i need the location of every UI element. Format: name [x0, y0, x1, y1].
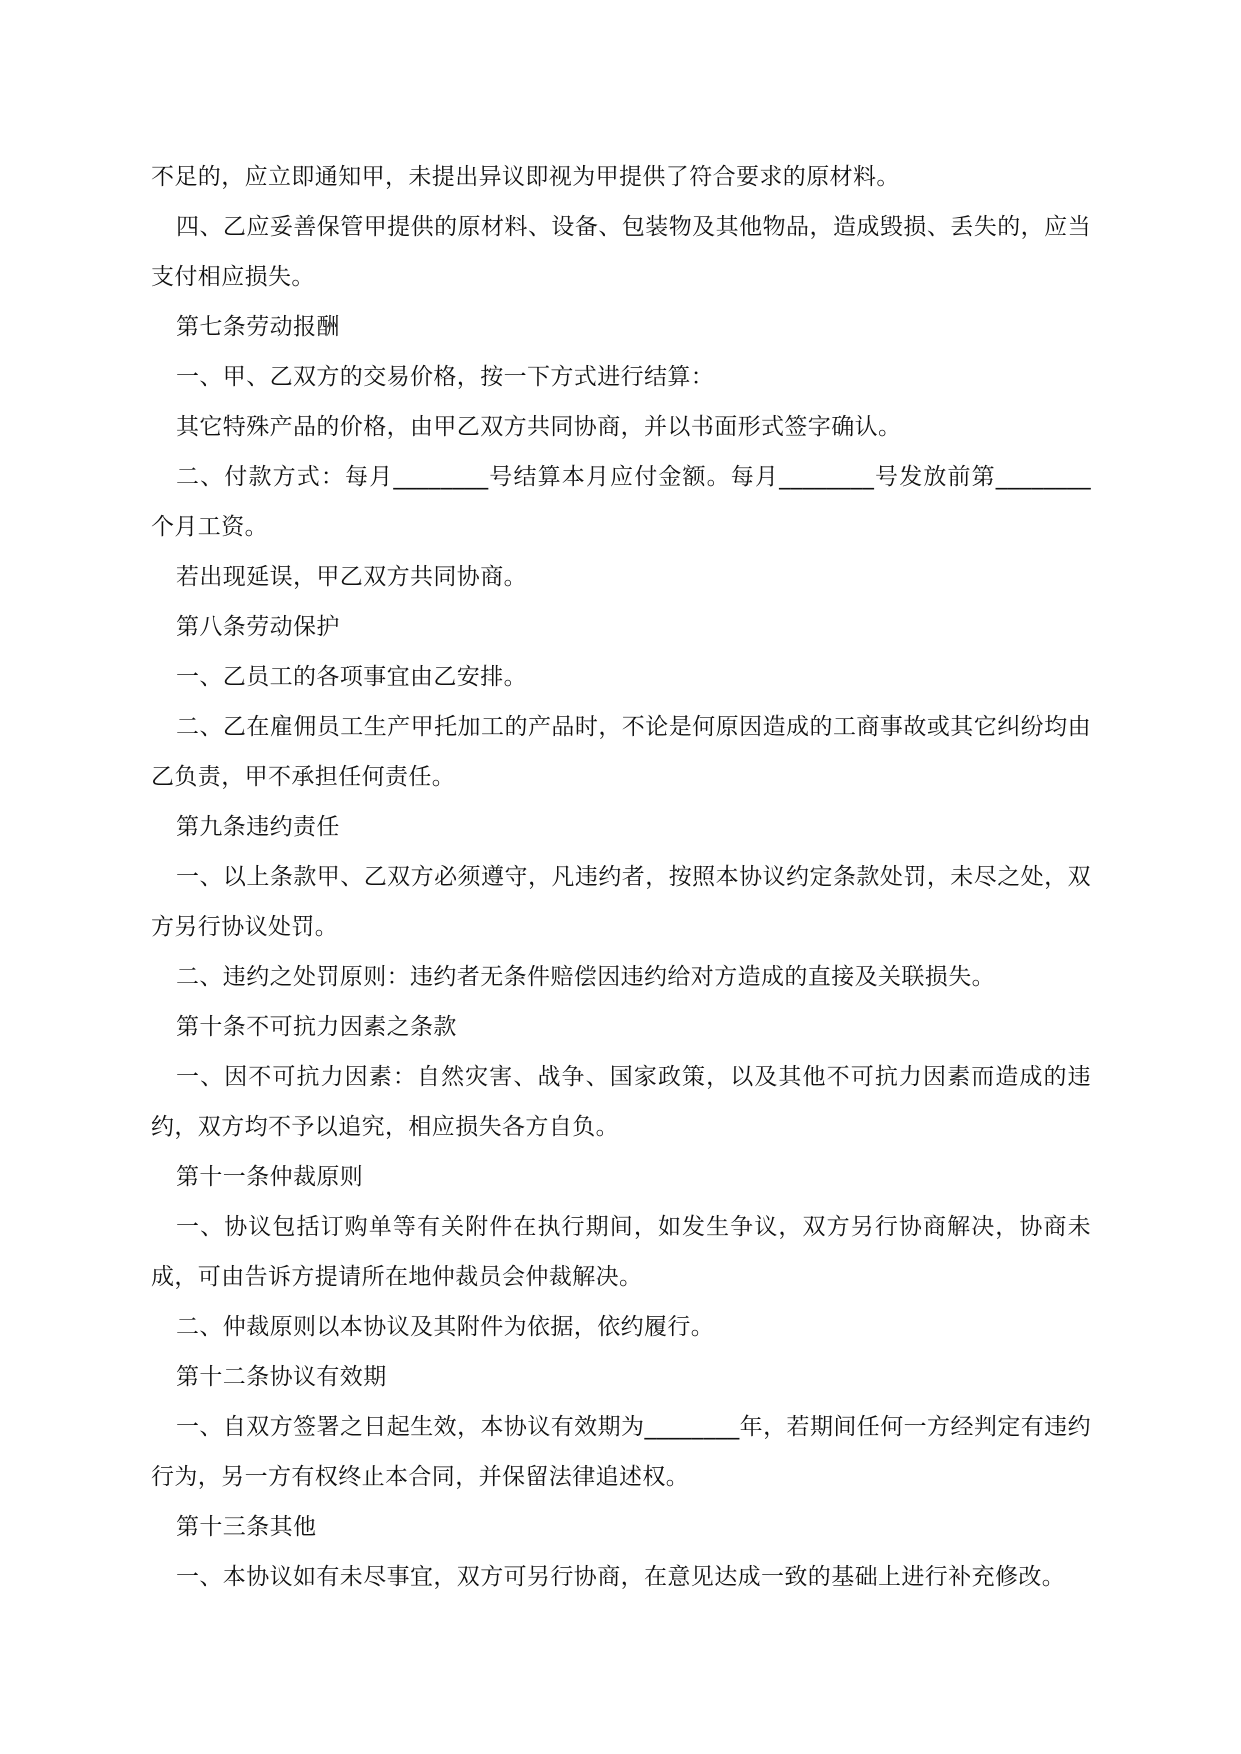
section-heading: 第十二条协议有效期 — [176, 1364, 387, 1390]
paragraph: 二、仲裁原则以本协议及其附件为依据，依约履行。 — [176, 1314, 715, 1340]
paragraph: 不足的，应立即通知甲，未提出异议即视为甲提供了符合要求的原材料。 — [151, 164, 900, 190]
paragraph: 一、本协议如有未尽事宜，双方可另行协商，在意见达成一致的基础上进行补充修改。 — [176, 1564, 1066, 1590]
section-heading: 第十三条其他 — [176, 1514, 317, 1540]
paragraph: 一、乙员工的各项事宜由乙安排。 — [176, 664, 527, 690]
paragraph: 一、协议包括订购单等有关附件在执行期间，如发生争议，双方另行协商解决，协商未成，可由告诉方提请所在地仲裁员会仲裁解决。 — [151, 1214, 1091, 1290]
document-body — [151, 152, 1091, 1602]
paragraph: 若出现延误，甲乙双方共同协商。 — [176, 564, 527, 590]
paragraph: 一、自双方签署之日起生效，本协议有效期为________年，若期间任何一方经判定有违约行为，另一方有权终止本合同，并保留法律追述权。 — [151, 1414, 1091, 1490]
paragraph: 其它特殊产品的价格，由甲乙双方共同协商，并以书面形式签字确认。 — [176, 414, 902, 440]
section-heading: 第八条劳动保护 — [176, 614, 340, 640]
section-heading: 第九条违约责任 — [176, 814, 340, 840]
paragraph: 二、违约之处罚原则：违约者无条件赔偿因违约给对方造成的直接及关联损失。 — [176, 964, 995, 990]
section-heading: 第十一条仲裁原则 — [176, 1164, 364, 1190]
section-heading: 第七条劳动报酬 — [176, 314, 340, 340]
paragraph: 四、乙应妥善保管甲提供的原材料、设备、包装物及其他物品，造成毁损、丢失的，应当支付相应损失。 — [151, 214, 1091, 290]
paragraph: 一、甲、乙双方的交易价格，按一下方式进行结算： — [176, 364, 715, 390]
paragraph: 一、因不可抗力因素：自然灾害、战争、国家政策，以及其他不可抗力因素而造成的违约，双方均不予以追究，相应损失各方自负。 — [151, 1064, 1091, 1140]
paragraph: 一、以上条款甲、乙双方必须遵守，凡违约者，按照本协议约定条款处罚，未尽之处，双方另行协议处罚。 — [151, 864, 1091, 940]
paragraph: 二、付款方式：每月________号结算本月应付金额。每月________号发放前第________个月工资。 — [151, 464, 1091, 540]
section-heading: 第十条不可抗力因素之条款 — [176, 1014, 457, 1040]
paragraph: 二、乙在雇佣员工生产甲托加工的产品时，不论是何原因造成的工商事故或其它纠纷均由乙负责，甲不承担任何责任。 — [151, 714, 1091, 790]
